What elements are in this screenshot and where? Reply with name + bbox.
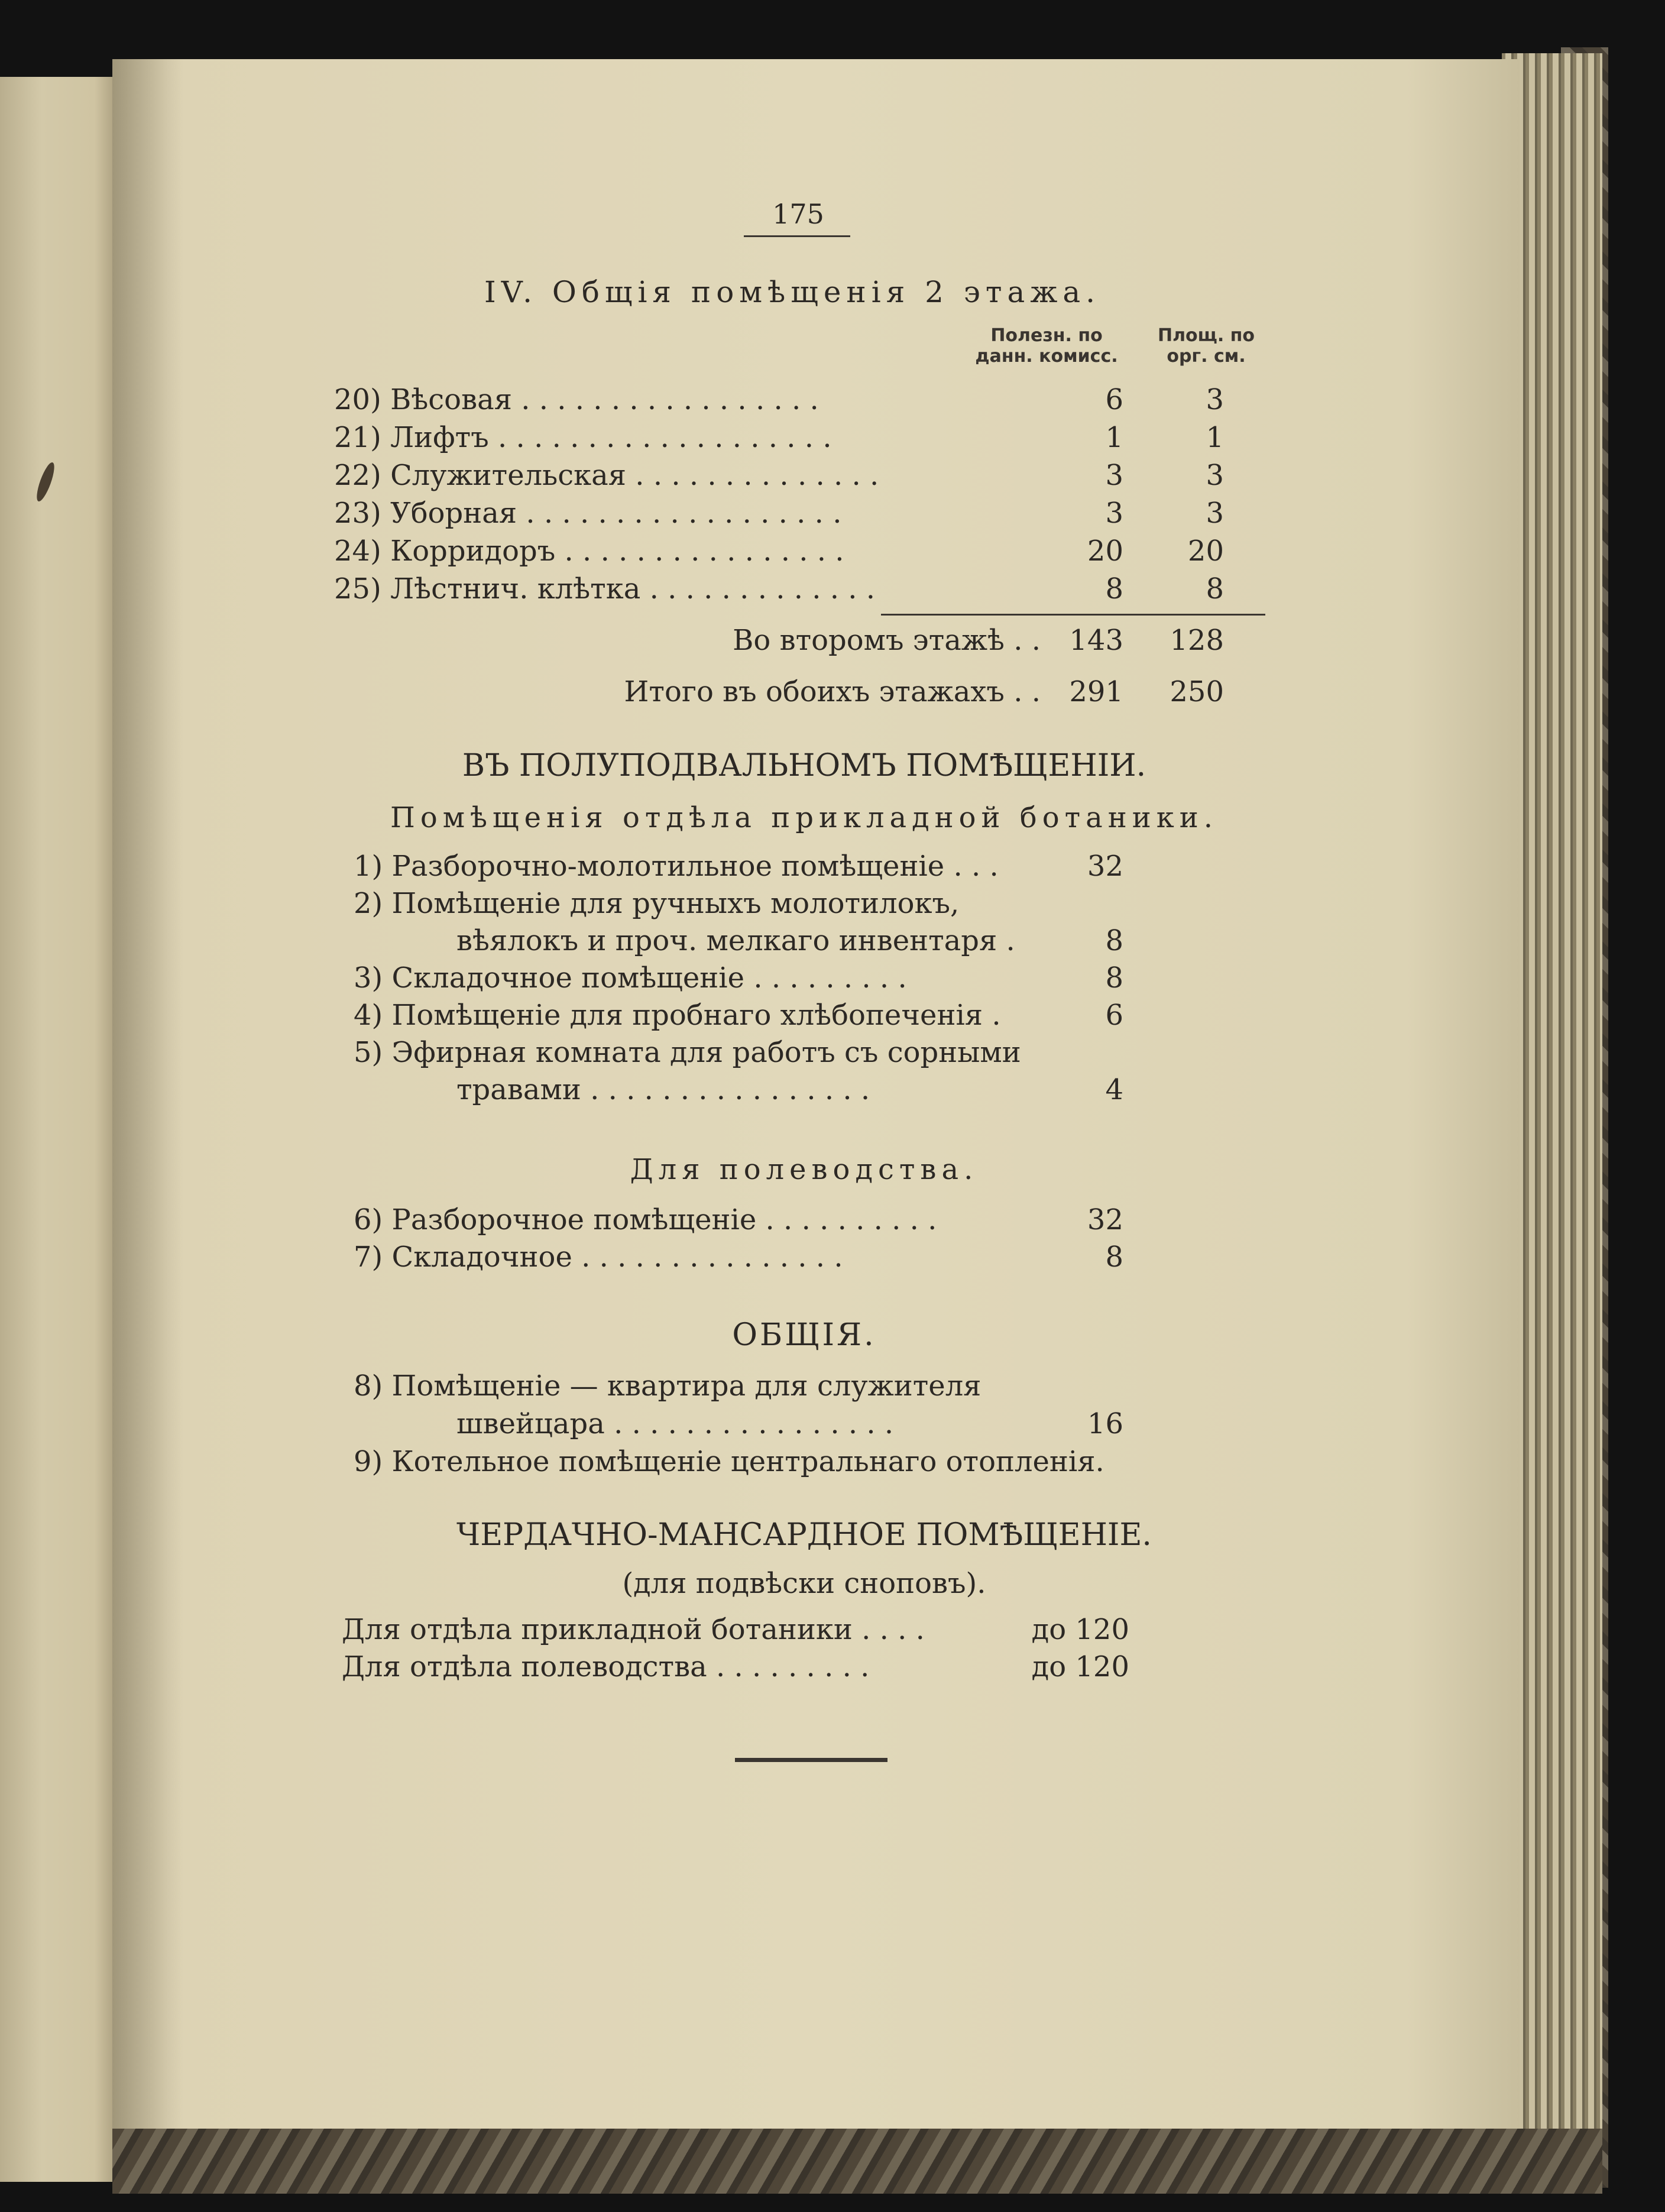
grand-total-label: Итого въ обоихъ этажахъ . .: [624, 675, 1041, 708]
row-value-2: 20: [1187, 535, 1224, 568]
row-value-1: 3: [1105, 459, 1123, 492]
item-line: 1) Разборочно-молотильное помѣщеніе . . .: [354, 850, 999, 883]
row-label: 20) Вѣсовая . . . . . . . . . . . . . . . . .: [334, 383, 819, 416]
item-value: до 120: [1031, 1613, 1129, 1646]
column-header-2: Площ. по орг. см.: [1157, 325, 1255, 367]
book-cover-bottom: [112, 2129, 1602, 2194]
item-value: 8: [1105, 924, 1123, 957]
item-line: 9) Котельное помѣщеніе центральнаго отопленія.: [354, 1445, 1104, 1478]
subtotal-rule: [881, 614, 1265, 616]
section-title: ЧЕРДАЧНО-МАНСАРДНОЕ ПОМѢЩЕНІЕ.: [456, 1517, 1152, 1553]
section-title: ВЪ ПОЛУПОДВАЛЬНОМЪ ПОМѢЩЕНІИ.: [462, 748, 1146, 783]
section-subtitle: Помѣщенія отдѣла прикладной ботаники.: [390, 801, 1218, 834]
row-value-2: 3: [1206, 383, 1224, 416]
gutter-shadow: [112, 59, 183, 2188]
row-value-2: 3: [1206, 459, 1224, 492]
grand-total-value-1: 291: [1069, 675, 1123, 708]
row-value-1: 20: [1087, 535, 1123, 568]
section-subtitle: Для полеводства.: [630, 1153, 979, 1186]
item-value: 6: [1105, 999, 1123, 1032]
item-line: 7) Складочное . . . . . . . . . . . . . . .: [354, 1241, 843, 1274]
facing-page-edge: [0, 77, 118, 2182]
row-value-1: 6: [1105, 383, 1123, 416]
page-number: 175: [772, 198, 824, 230]
row-label: 23) Уборная . . . . . . . . . . . . . . . . . .: [334, 497, 842, 530]
item-line: Для отдѣла полеводства . . . . . . . . .: [342, 1650, 870, 1683]
section-subtitle: (для подвѣски сноповъ).: [622, 1567, 986, 1600]
row-label: 25) Лѣстнич. клѣтка . . . . . . . . . . . . .: [334, 572, 876, 605]
item-value: до 120: [1031, 1650, 1129, 1683]
floor-total-value-1: 143: [1069, 624, 1123, 657]
item-line: 4) Помѣщеніе для пробнаго хлѣбопеченія .: [354, 999, 1001, 1032]
item-value: 16: [1087, 1407, 1123, 1440]
item-value: 32: [1087, 850, 1123, 883]
end-rule: [735, 1758, 887, 1762]
section-title: ОБЩІЯ.: [732, 1317, 876, 1353]
floor-total-label: Во второмъ этажѣ . .: [733, 624, 1041, 657]
item-line: Для отдѣла прикладной ботаники . . . .: [342, 1613, 925, 1646]
section-title: IV. Общія помѣщенія 2 этажа.: [484, 275, 1101, 309]
row-value-1: 3: [1105, 497, 1123, 530]
row-value-2: 1: [1206, 421, 1224, 454]
item-line: швейцара . . . . . . . . . . . . . . . .: [456, 1407, 894, 1440]
item-value: 8: [1105, 1241, 1123, 1274]
item-line: 6) Разборочное помѣщеніе . . . . . . . . . .: [354, 1203, 937, 1236]
item-line: травами . . . . . . . . . . . . . . . .: [456, 1073, 870, 1106]
row-label: 24) Корридоръ . . . . . . . . . . . . . . . .: [334, 535, 844, 568]
row-label: 22) Служительская . . . . . . . . . . . . . .: [334, 459, 879, 492]
floor-total-value-2: 128: [1170, 624, 1224, 657]
row-value-1: 8: [1105, 572, 1123, 605]
row-value-1: 1: [1105, 421, 1123, 454]
row-value-2: 8: [1206, 572, 1224, 605]
item-value: 32: [1087, 1203, 1123, 1236]
row-label: 21) Лифтъ . . . . . . . . . . . . . . . . . . .: [334, 421, 832, 454]
item-value: 4: [1105, 1073, 1123, 1106]
item-value: 8: [1105, 961, 1123, 995]
item-line: 5) Эфирная комната для работъ съ сорными: [354, 1036, 1021, 1069]
row-value-2: 3: [1206, 497, 1224, 530]
page-number-rule: [744, 235, 850, 237]
item-line: 3) Складочное помѣщеніе . . . . . . . . .: [354, 961, 907, 995]
item-line: 8) Помѣщеніе — квартира для служителя: [354, 1369, 981, 1403]
column-header-1: Полезн. по данн. комисс.: [975, 325, 1118, 367]
book-page: [112, 59, 1520, 2188]
item-line: 2) Помѣщеніе для ручныхъ молотилокъ,: [354, 887, 960, 920]
grand-total-value-2: 250: [1170, 675, 1224, 708]
item-line: вѣялокъ и проч. мелкаго инвентаря .: [456, 924, 1015, 957]
